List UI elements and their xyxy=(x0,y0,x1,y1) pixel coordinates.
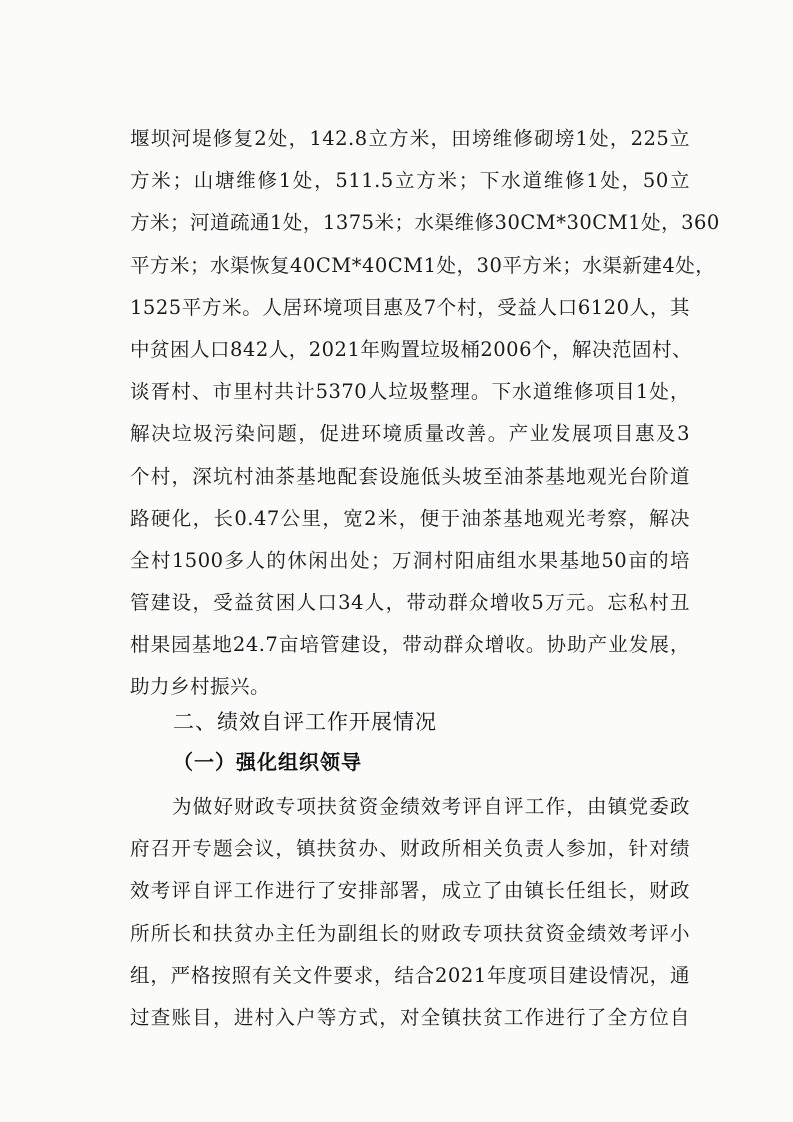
text-line: 柑果园基地24.7亩培管建设，带动群众增收。协助产业发展， xyxy=(130,633,690,657)
text-line: 中贫困人口842人，2021年购置垃圾桶2006个，解决范固村、 xyxy=(130,337,692,361)
text-line: 为做好财政专项扶贫资金绩效考评自评工作，由镇党委政 xyxy=(172,795,690,818)
text-line: 府召开专题会议，镇扶贫办、财政所相关负责人参加，针对绩 xyxy=(130,837,690,861)
text-line: 所所长和扶贫办主任为副组长的财政专项扶贫资金绩效考评小 xyxy=(130,921,690,945)
text-line: 助力乡村振兴。 xyxy=(130,675,271,699)
text-line: 方米；山塘维修1处，511.5立方米；下水道维修1处，50立 xyxy=(130,169,690,193)
text-line: 堰坝河堤修复2处，142.8立方米，田塝维修砌塝1处，225立 xyxy=(130,127,690,150)
text-line: 管建设，受益贫困人口34人，带动群众增收5万元。忘私村丑 xyxy=(130,591,690,615)
organization-leadership-paragraph xyxy=(130,786,690,1039)
text-line: 方米；河道疏通1处，1375米；水渠维修30CM*30CM1处，360 xyxy=(130,211,720,235)
text-line: 全村1500多人的休闲出处；万洞村阳庙组水果基地50亩的培 xyxy=(130,548,690,572)
text-line: 效考评自评工作进行了安排部署，成立了由镇长任组长，财政 xyxy=(130,879,690,903)
text-line: 组，严格按照有关文件要求，结合2021年度项目建设情况，通 xyxy=(130,963,690,987)
section-heading: 二、绩效自评工作开展情况 xyxy=(173,710,437,734)
text-line: 解决垃圾污染问题，促进环境质量改善。产业发展项目惠及3 xyxy=(130,422,690,446)
text-line: 1525平方米。人居环境项目惠及7个村，受益人口6120人，其 xyxy=(130,295,690,319)
text-line: 个村，深坑村油茶基地配套设施低头坡至油茶基地观光台阶道 xyxy=(130,464,690,488)
subsection-heading: （一）强化组织领导 xyxy=(173,750,362,774)
text-line: 路硬化，长0.47公里，宽2米，便于油茶基地观光考察，解决 xyxy=(130,506,690,530)
text-line: 过查账目，进村入户等方式，对全镇扶贫工作进行了全方位自 xyxy=(130,1005,690,1029)
text-line: 谈胥村、市里村共计5370人垃圾整理。下水道维修项目1处， xyxy=(130,380,690,404)
project-summary-paragraph xyxy=(130,118,720,709)
text-line: 平方米；水渠恢复40CM*40CM1处，30平方米；水渠新建4处， xyxy=(130,253,716,277)
